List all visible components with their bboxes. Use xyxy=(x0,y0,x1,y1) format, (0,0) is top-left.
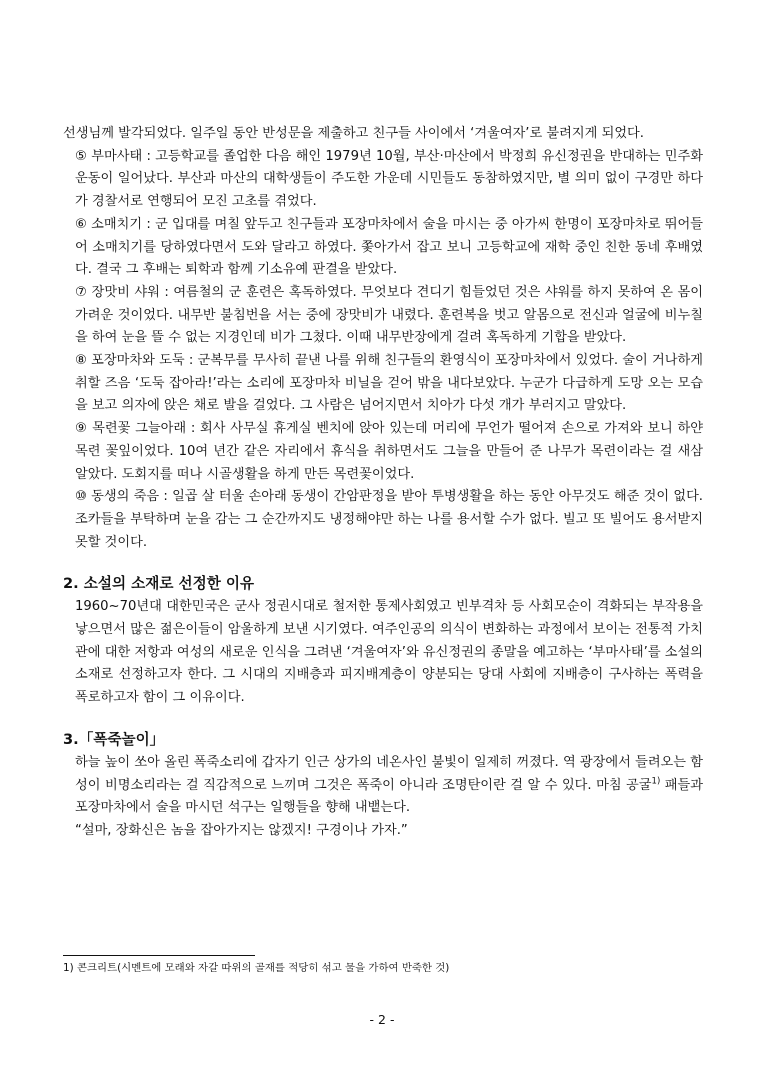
section-3-quote: “설마, 장화신은 놈을 잡아가지는 않겠지! 구경이나 가자.” xyxy=(75,822,408,838)
section-gap xyxy=(63,554,703,572)
section-3-paragraph-1 xyxy=(63,752,703,820)
footnote-divider xyxy=(63,955,255,956)
section-3-text-a: 하늘 높이 쏘아 올린 폭죽소리에 갑자기 인근 상가의 네온사인 불빛이 일제히 꺼졌다. 역 광장에서 들려오는 함성이 비명소리라는 걸 직감적으로 느끼며 그것은 폭죽이 아니라 조명탄이란 걸 알 수 있다. 마침 공굴 xyxy=(75,754,703,793)
section-gap xyxy=(63,710,703,728)
section-2-paragraph: 1960~70년대 대한민국은 군사 정권시대로 철저한 통제사회였고 빈부격차 등 사회모순이 격화되는 부작용을 낳으면서 많은 젊은이들이 암울하게 보낸 시기였다. 여주인공의 의식이 변화하는 과정에서 보이는 전통적 가치관에 대한 저항과 여성의 새로운 인식을 그려낸 ‘겨울여자’와 유신정권의 종말을 예고하는 ‘부마사태’를 소설의 소재로 선정하고자 한다. 그 시대의 지배층과 피지배계층이 양분되는 당대 사회에 지배층이 구사하는 폭력을 폭로하고자 함이 그 이유이다. xyxy=(75,599,703,706)
body-paragraph-1: 선생님께 발각되었다. 일주일 동안 반성문을 제출하고 친구들 사이에서 ‘겨울여자’로 불려지게 되었다. xyxy=(63,126,644,141)
item-6-paragraph: ⑥ 소매치기 : 군 입대를 며칠 앞두고 친구들과 포장마차에서 술을 마시는 중 아가씨 한명이 포장마차로 뛰어들어 소매치기를 당하였다면서 도와 달라고 하였다. 쫓아가서 잡고 보니 고등학교에 재학 중인 친한 동네 후배였다. 결국 그 후배는 퇴학과 함께 기소유예 판결을 받았다. xyxy=(75,216,703,278)
page-content xyxy=(63,123,703,843)
item-10-paragraph: ⑩ 동생의 죽음 : 일곱 살 터울 손아래 동생이 간암판정을 받아 투병생활을 하는 동안 아무것도 해준 것이 없다. 조카들을 부탁하며 눈을 감는 그 순간까지도 냉정해야만 하는 나를 용서할 수가 없다. 빌고 또 빌어도 용서받지 못할 것이다. xyxy=(75,489,703,550)
page-number: - 2 - xyxy=(369,1012,395,1027)
item-9-paragraph: ⑨ 목련꽃 그늘아래 : 회사 사무실 휴게실 벤치에 앉아 있는데 머리에 무언가 떨어져 손으로 가져와 보니 하얀 목련 꽃잎이었다. 10여 년간 같은 자리에서 휴식을 취하면서도 그늘을 만들어 준 나무가 목련이라는 걸 새삼 알았다. 도회지를 떠나 시골생활을 하게 만든 목련꽃이었다. xyxy=(75,421,703,482)
section-3-heading: 3.「폭죽놀이」 xyxy=(63,730,165,748)
section-3-text-b: 패들과 포장마차에서 술을 마시던 석구는 일행들을 향해 내뱉는다. xyxy=(75,777,703,816)
section-2-heading: 2. 소설의 소재로 선정한 이유 xyxy=(63,575,255,593)
item-8-paragraph: ⑧ 포장마차와 도둑 : 군복무를 무사히 끝낸 나를 위해 친구들의 환영식이 포장마차에서 있었다. 술이 거나하게 취할 즈음 ‘도둑 잡아라!’라는 소리에 포장마차 비닐을 걷어 밖을 내다보았다. 누군가 다급하게 도망 오는 모습을 보고 의자에 앉은 채로 발을 걸었다. 그 사람은 넘어지면서 치아가 다섯 개가 부러지고 말았다. xyxy=(75,353,703,414)
item-7-paragraph: ⑦ 장맛비 샤워 : 여름철의 군 훈련은 혹독하였다. 무엇보다 견디기 힘들었던 것은 샤워를 하지 못하여 온 몸이 가려운 것이었다. 내무반 불침번을 서는 중에 장맛비가 내렸다. 훈련복을 벗고 알몸으로 전신과 얼굴에 비누칠을 하여 눈을 뜰 수 없는 지경인데 비가 그쳤다. 이때 내무반장에게 걸려 혹독하게 기합을 받았다. xyxy=(75,284,703,346)
item-5-paragraph: ⑤ 부마사태 : 고등학교를 졸업한 다음 해인 1979년 10월, 부산·마산에서 박정희 유신정권을 반대하는 민주화 운동이 일어났다. 부산과 마산의 대학생들이 주도한 가운데 시민들도 동참하였지만, 별 의미 없이 구경만 하다가 경찰서로 연행되어 모진 고초를 겪었다. xyxy=(75,148,703,210)
footnote-marker[interactable]: 1) xyxy=(651,776,661,787)
footnote-text: 1) 콘크리트(시멘트에 모래와 자갈 따위의 골재를 적당히 섞고 물을 가하여 반죽한 것) xyxy=(63,962,450,974)
